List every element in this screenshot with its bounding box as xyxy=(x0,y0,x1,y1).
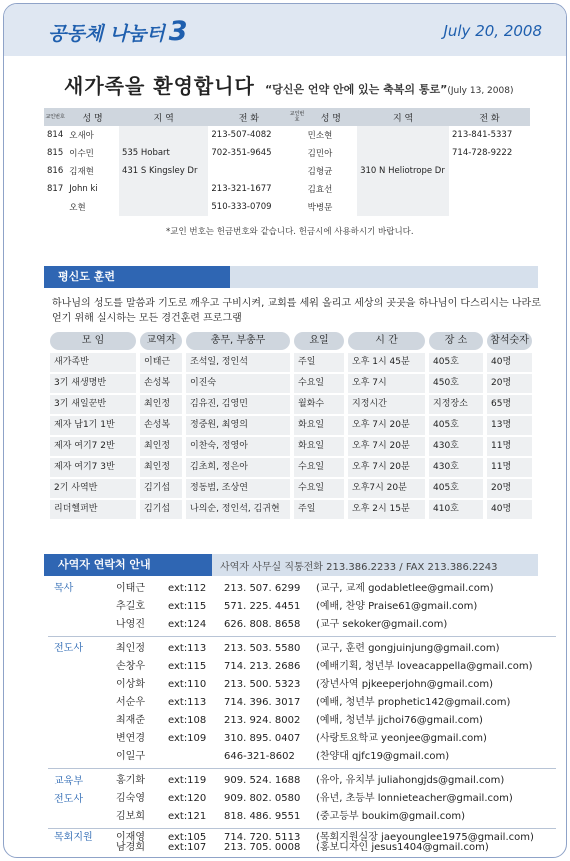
contact-phone: 213. 500. 5323 xyxy=(224,679,301,690)
member-region: 310 N Heliotrope Dr xyxy=(357,162,449,180)
member-number: 816 xyxy=(47,166,64,176)
region-header: 지 역 xyxy=(119,108,208,126)
contact-phone: 213. 503. 5580 xyxy=(224,643,301,654)
training-row xyxy=(50,458,536,477)
contact-row xyxy=(46,677,546,693)
contact-email[interactable]: (예배, 청년부 jjchoi76@gmail.com) xyxy=(316,715,483,726)
contact-name: 남경희 xyxy=(116,842,145,853)
meeting-place: 430호 xyxy=(429,437,483,456)
section-bar-fill xyxy=(230,266,538,288)
attendance-column-header: 참석숫자 xyxy=(487,332,532,350)
contact-extension: ext:112 xyxy=(168,583,207,594)
member-name: 민소현 xyxy=(307,131,333,141)
member-phone: 213-507-4082 xyxy=(211,130,272,140)
pastor-name: 김기섭 xyxy=(140,479,182,498)
welcome-heading xyxy=(64,70,513,99)
contact-row xyxy=(46,731,546,747)
member-name: 이수민 xyxy=(69,149,94,159)
pastor-column-header: 교역자 xyxy=(140,332,182,350)
attendance-count: 20명 xyxy=(487,479,532,498)
contact-extension: ext:119 xyxy=(168,775,207,786)
group-divider xyxy=(48,828,556,829)
contact-extension: ext:115 xyxy=(168,601,207,612)
contact-name: 추길호 xyxy=(116,601,145,612)
group-name: 2기 사역반 xyxy=(50,479,136,498)
training-row xyxy=(50,374,536,393)
welcome-quote-date: (July 13, 2008) xyxy=(447,86,514,96)
contacts-heading: 사역자 연락처 안내 xyxy=(44,554,212,576)
contact-email[interactable]: (홍보디자인 jesus1404@gmail.com) xyxy=(316,842,489,853)
contact-role: 교육부 전도사 xyxy=(54,776,83,805)
member-number-header: 교인번호 xyxy=(44,108,66,126)
member-phone: 213-321-1677 xyxy=(211,184,272,194)
table-row xyxy=(44,144,530,162)
member-phone xyxy=(208,162,289,180)
contact-row xyxy=(46,617,546,633)
contact-row xyxy=(46,641,546,657)
contact-extension: ext:121 xyxy=(168,811,207,822)
meeting-place: 405호 xyxy=(429,353,483,372)
attendance-count: 11명 xyxy=(487,458,532,477)
meeting-time: 오후 2시 15분 xyxy=(348,500,425,519)
issue-date: July 20, 2008 xyxy=(443,22,542,40)
pastor-name: 손성복 xyxy=(140,374,182,393)
member-name: 김재현 xyxy=(69,167,94,177)
meeting-day: 화요일 xyxy=(294,437,344,456)
newsletter-number: 3 xyxy=(168,16,188,47)
meeting-time: 오후 7시 20분 xyxy=(348,458,425,477)
meeting-time: 오후 1시 45분 xyxy=(348,353,425,372)
pastor-name: 김기섭 xyxy=(140,500,182,519)
newcomers-table xyxy=(44,108,530,216)
group-name: 제자 남1기 1반 xyxy=(50,416,136,435)
contact-extension: ext:105 xyxy=(168,832,207,843)
contact-email[interactable]: (중고등부 boukim@gmail.com) xyxy=(316,811,466,822)
member-phone xyxy=(449,180,530,198)
member-number xyxy=(289,126,304,144)
contact-name: 나영진 xyxy=(116,619,145,630)
training-row xyxy=(50,416,536,435)
meeting-place: 405호 xyxy=(429,479,483,498)
member-name: 김민아 xyxy=(307,149,333,159)
group-name: 제자 여기7 2반 xyxy=(50,437,136,456)
member-name: John ki xyxy=(69,184,98,194)
meeting-day: 수요일 xyxy=(294,458,344,477)
contact-extension: ext:110 xyxy=(168,679,207,690)
contact-email[interactable]: (유아, 유치부 juliahongjds@gmail.com) xyxy=(316,775,505,786)
member-region: 535 Hobart xyxy=(119,144,208,162)
contact-phone: 571. 225. 4451 xyxy=(224,601,301,612)
contact-name: 최인정 xyxy=(116,643,145,654)
member-number xyxy=(289,180,304,198)
group-name: 리더헬퍼반 xyxy=(50,500,136,519)
contact-name: 이상화 xyxy=(116,679,145,690)
contact-role: 목사 xyxy=(54,583,74,594)
contact-row xyxy=(46,749,546,765)
welcome-title: 새가족을 환영합니다 xyxy=(64,74,255,98)
contact-row xyxy=(46,599,546,615)
meeting-place: 450호 xyxy=(429,374,483,393)
phone-header: 전 화 xyxy=(208,108,289,126)
contact-role: 전도사 xyxy=(54,643,83,654)
member-number-header: 교인번호 xyxy=(289,108,304,126)
member-region xyxy=(119,126,208,144)
contact-name: 홍기화 xyxy=(116,775,145,786)
contact-name: 서순우 xyxy=(116,697,145,708)
member-number: 814 xyxy=(47,130,64,140)
contact-email[interactable]: (찬양대 qjfc19@gmail.com) xyxy=(316,751,450,762)
group-divider xyxy=(48,768,556,769)
attendance-count: 65명 xyxy=(487,395,532,414)
group-name: 3기 새생명반 xyxy=(50,374,136,393)
contact-phone: 213. 705. 0008 xyxy=(224,842,301,853)
member-number xyxy=(289,144,304,162)
contact-phone: 714. 213. 2686 xyxy=(224,661,301,672)
pastor-name: 이태근 xyxy=(140,353,182,372)
training-section-bar xyxy=(44,266,538,288)
newsletter-title-text: 공동체 나눔터 xyxy=(48,23,165,45)
attendance-count: 11명 xyxy=(487,437,532,456)
contact-row xyxy=(46,659,546,675)
member-name: 오현 xyxy=(69,203,86,213)
contact-row xyxy=(46,840,546,856)
contact-email[interactable]: (목회지원실장 jaeyounglee1975@gmail.com) xyxy=(316,832,534,843)
training-row xyxy=(50,437,536,456)
place-column-header: 장 소 xyxy=(429,332,483,350)
contact-extension: ext:108 xyxy=(168,715,207,726)
staff-names: 이찬숙, 정영아 xyxy=(186,437,290,456)
contact-phone: 213. 507. 6299 xyxy=(224,583,301,594)
training-row xyxy=(50,395,536,414)
group-name: 새가족반 xyxy=(50,353,136,372)
member-region xyxy=(357,198,449,216)
contact-email[interactable]: (교구, 훈련 gongjuinjung@gmail.com) xyxy=(316,643,500,654)
member-number-note: *교인 번호는 헌금번호와 같습니다. 헌금시에 사용하시기 바랍니다. xyxy=(166,227,414,237)
attendance-count: 13명 xyxy=(487,416,532,435)
staff-names: 조석일, 정인석 xyxy=(186,353,290,372)
newcomers-header-row xyxy=(44,108,530,126)
table-row xyxy=(44,126,530,144)
group-column-header: 모 임 xyxy=(50,332,136,350)
contact-phone: 909. 802. 0580 xyxy=(224,793,301,804)
contact-email[interactable]: (교구, 교제 godabletlee@gmail.com) xyxy=(316,583,494,594)
contact-email[interactable]: (교구 sekoker@gmail.com) xyxy=(316,619,448,630)
contact-phone: 714. 720. 5113 xyxy=(224,832,301,843)
member-number: 817 xyxy=(47,184,64,194)
contact-name: 김숙영 xyxy=(116,793,145,804)
member-region xyxy=(119,180,208,198)
contact-name: 최재준 xyxy=(116,715,145,726)
contact-role: 목회지원 xyxy=(54,832,93,843)
contact-extension: ext:109 xyxy=(168,733,207,744)
contact-email[interactable]: (장년사역 pjkeeperjohn@gmail.com) xyxy=(316,679,493,690)
attendance-count: 40명 xyxy=(487,353,532,372)
contact-email[interactable]: (예배기획, 청년부 loveacappella@gmail.com) xyxy=(316,661,533,672)
member-name: 박병문 xyxy=(307,203,333,213)
meeting-day: 수요일 xyxy=(294,374,344,393)
group-name: 3기 새일꾼반 xyxy=(50,395,136,414)
contact-extension: ext:124 xyxy=(168,619,207,630)
member-region xyxy=(357,126,449,144)
contact-extension: ext:120 xyxy=(168,793,207,804)
contact-email[interactable]: (예배, 찬양 Praise61@gmail.com) xyxy=(316,601,478,612)
pastor-name: 최인정 xyxy=(140,395,182,414)
contact-phone: 626. 808. 8658 xyxy=(224,619,301,630)
training-header-row xyxy=(50,332,536,350)
member-number: 815 xyxy=(47,148,64,158)
training-description: 하나님의 성도를 말씀과 기도로 깨우고 구비시켜, 교회를 세워 올리고 세상의 곳곳을 하나님이 다스리시는 나라로 얻기 위해 실시하는 모든 경건훈련 프로그램 xyxy=(52,298,541,324)
member-region xyxy=(357,180,449,198)
attendance-count: 20명 xyxy=(487,374,532,393)
staff-names: 이진숙 xyxy=(186,374,290,393)
meeting-place: 405호 xyxy=(429,416,483,435)
member-region xyxy=(119,198,208,216)
meeting-time: 오후 7시 20분 xyxy=(348,437,425,456)
time-column-header: 시 간 xyxy=(348,332,425,350)
staff-column-header: 총무, 부총무 xyxy=(186,332,290,350)
meeting-place: 410호 xyxy=(429,500,483,519)
staff-names: 정중원, 최영의 xyxy=(186,416,290,435)
contact-row xyxy=(46,695,546,711)
page-header xyxy=(4,4,566,56)
member-number xyxy=(289,162,304,180)
meeting-time: 오후 7시 xyxy=(348,374,425,393)
pastor-name: 최인정 xyxy=(140,458,182,477)
member-name: 김효선 xyxy=(307,185,333,195)
table-row xyxy=(44,162,530,180)
contact-extension: ext:107 xyxy=(168,842,207,853)
contact-name: 김보희 xyxy=(116,811,145,822)
contact-extension: ext:113 xyxy=(168,697,207,708)
member-region: 431 S Kingsley Dr xyxy=(119,162,208,180)
meeting-place: 지정장소 xyxy=(429,395,483,414)
contact-phone: 818. 486. 9551 xyxy=(224,811,301,822)
newsletter-title xyxy=(48,16,188,47)
contact-name: 이일구 xyxy=(116,751,145,762)
member-name: 오새아 xyxy=(69,131,94,141)
meeting-time: 지정시간 xyxy=(348,395,425,414)
group-divider xyxy=(48,636,556,637)
training-row xyxy=(50,479,536,498)
contact-extension: ext:113 xyxy=(168,643,207,654)
member-phone xyxy=(449,198,530,216)
group-name: 제자 여기7 3반 xyxy=(50,458,136,477)
staff-names: 나의순, 정인석, 김귀현 xyxy=(186,500,290,519)
contact-email[interactable]: (사랑토요학교 yeonjee@gmail.com) xyxy=(316,733,487,744)
meeting-day: 주일 xyxy=(294,353,344,372)
member-phone xyxy=(449,162,530,180)
welcome-quote: “당신은 언약 안에 있는 축복의 통로” xyxy=(264,83,448,96)
day-column-header: 요일 xyxy=(294,332,344,350)
meeting-time: 오후7시 20분 xyxy=(348,479,425,498)
page-frame xyxy=(3,3,567,858)
contact-row xyxy=(46,809,546,825)
meeting-time: 오후 7시 20분 xyxy=(348,416,425,435)
attendance-count: 40명 xyxy=(487,500,532,519)
contact-name: 손창우 xyxy=(116,661,145,672)
region-header: 지 역 xyxy=(357,108,449,126)
member-number xyxy=(44,198,66,216)
member-number xyxy=(289,198,304,216)
staff-names: 김초희, 정은아 xyxy=(186,458,290,477)
contact-phone: 714. 396. 3017 xyxy=(224,697,301,708)
contact-name: 이재영 xyxy=(116,832,145,843)
meeting-day: 주일 xyxy=(294,500,344,519)
member-phone: 702-351-9645 xyxy=(211,148,272,158)
staff-names: 정동범, 조상연 xyxy=(186,479,290,498)
pastor-name: 최인정 xyxy=(140,437,182,456)
pastor-name: 손성복 xyxy=(140,416,182,435)
contact-row xyxy=(46,581,546,597)
meeting-day: 월화수 xyxy=(294,395,344,414)
training-row xyxy=(50,353,536,372)
meeting-day: 화요일 xyxy=(294,416,344,435)
contact-phone: 909. 524. 1688 xyxy=(224,775,301,786)
contact-row xyxy=(46,713,546,729)
member-phone: 714-728-9222 xyxy=(452,148,513,158)
contact-phone: 213. 924. 8002 xyxy=(224,715,301,726)
contact-email[interactable]: (예배, 청년부 prophetic142@gmail.com) xyxy=(316,697,511,708)
office-phone-line: 사역자 사무실 직통전화 213.386.2233 / FAX 213.386.2243 xyxy=(220,562,498,573)
contact-extension: ext:115 xyxy=(168,661,207,672)
name-header: 성 명 xyxy=(66,108,119,126)
member-name: 김형균 xyxy=(307,167,333,177)
meeting-day: 수요일 xyxy=(294,479,344,498)
staff-names: 김유진, 김영민 xyxy=(186,395,290,414)
member-phone: 510-333-0709 xyxy=(211,202,272,212)
contact-email[interactable]: (유년, 초등부 lonnieteacher@gmail.com) xyxy=(316,793,513,804)
table-row xyxy=(44,180,530,198)
member-phone: 213-841-5337 xyxy=(452,130,513,140)
training-row xyxy=(50,500,536,519)
contact-phone: 310. 895. 0407 xyxy=(224,733,301,744)
member-region xyxy=(357,144,449,162)
contact-row xyxy=(46,791,546,807)
training-heading: 평신도 훈련 xyxy=(44,266,230,288)
contact-name: 변연경 xyxy=(116,733,145,744)
phone-header: 전 화 xyxy=(449,108,530,126)
contact-phone: 646-321-8602 xyxy=(224,751,295,762)
table-row xyxy=(44,198,530,216)
name-header: 성 명 xyxy=(305,108,357,126)
contact-name: 이태근 xyxy=(116,583,145,594)
meeting-place: 430호 xyxy=(429,458,483,477)
